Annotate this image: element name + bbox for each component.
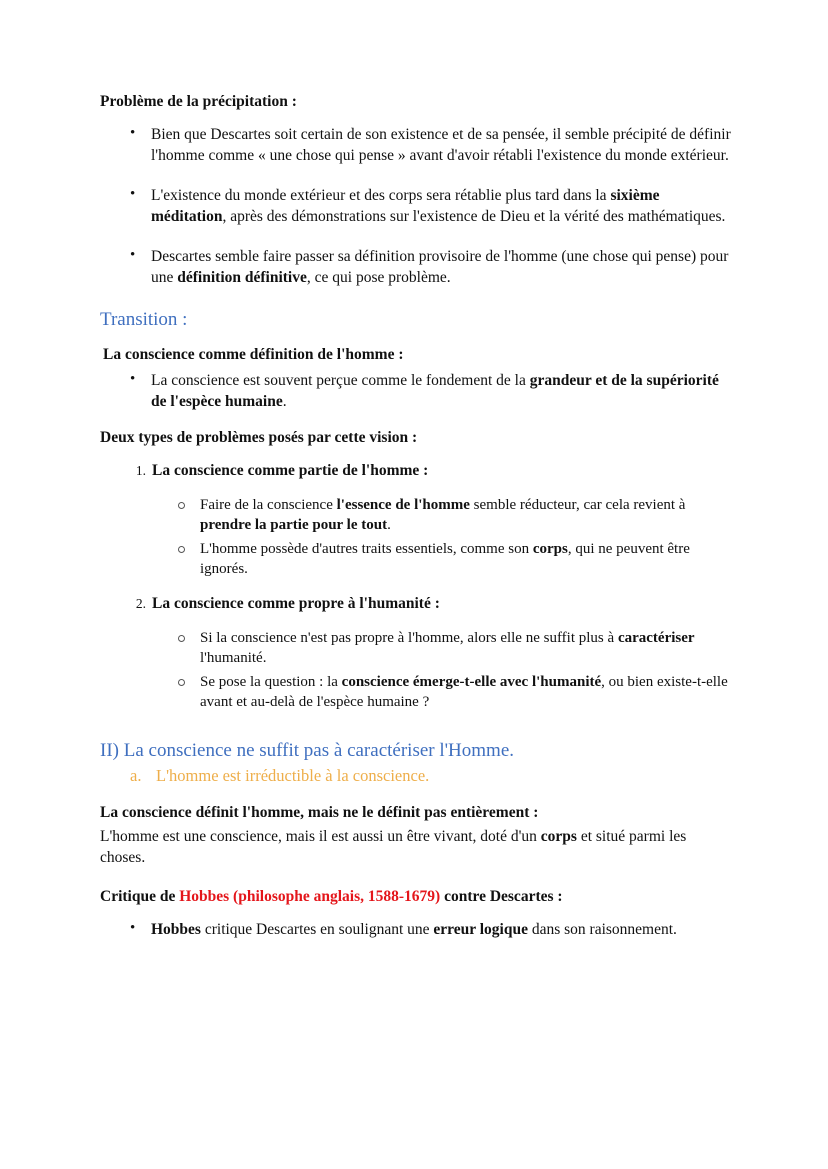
sub-list-item (152, 495, 732, 535)
paragraph-definit-homme (100, 827, 732, 869)
emphasis-text: conscience émerge-t-elle avec l'humanité (341, 674, 602, 691)
emphasis-text: erreur logique (433, 920, 528, 938)
sub-list (152, 628, 732, 712)
emphasis-text: Hobbes (philosophe anglais, 1588-1679) (179, 887, 441, 905)
sub-list-item (152, 539, 732, 579)
spacer (100, 412, 732, 428)
emphasis-text: Hobbes (151, 920, 201, 938)
body-text: L'homme est une conscience, mais il est aussi un être vivant, doté d'un (100, 828, 541, 846)
heading-transition: Transition : (100, 309, 188, 331)
emphasis-text: corps (532, 540, 568, 557)
list-item (100, 370, 732, 412)
sub-alpha-marker: a. (130, 766, 142, 786)
heading-probleme-precipitation: Problème de la précipitation : (100, 93, 297, 110)
numbered-list-item (100, 460, 732, 579)
subheading-part-two-a (100, 765, 732, 786)
body-text: semble réducteur, car cela revient à (469, 496, 686, 513)
list-item-number: 1. (135, 462, 146, 478)
list-item-number: 2. (135, 596, 146, 612)
body-text: l'humanité. (200, 650, 267, 667)
body-text: , après des démonstrations sur l'existence de Dieu et la vérité des mathématiques. (222, 208, 726, 225)
numbered-list-item (100, 593, 732, 712)
sub-list-item (152, 628, 732, 668)
emphasis-text: caractériser (617, 630, 695, 647)
body-text: critique Descartes en soulignant une (200, 920, 434, 938)
body-text: Bien que Descartes soit certain de son existence et de sa pensée, il semble précipité de définir l'homme comme « une chose qui pense » avant d'avoir rétabli l'existence du monde extérieur. (151, 125, 731, 164)
body-text: et situé parmi les choses. (100, 828, 687, 867)
list-conscience-definition-bullets (100, 370, 732, 412)
emphasis-text: prendre la partie pour le tout (200, 516, 388, 533)
sub-list-item (152, 672, 732, 712)
list-deux-types (100, 460, 732, 713)
body-text: Se pose la question : la (200, 674, 342, 691)
body-text: , ce qui pose problème. (306, 269, 451, 287)
body-text: dans son raisonnement. (527, 920, 677, 938)
heading-conscience-definition: La conscience comme définition de l'homme : (103, 345, 404, 363)
emphasis-text: sixième méditation (151, 186, 660, 225)
heading-critique-hobbes (100, 887, 732, 908)
list-item (100, 919, 732, 940)
emphasis-text: l'essence de l'homme (336, 496, 470, 513)
heading-definit-homme: La conscience définit l'homme, mais ne le définit pas entièrement : (100, 803, 539, 821)
numbered-item-label: La conscience comme partie de l'homme : (152, 461, 429, 479)
body-text: Descartes semble faire passer sa définition provisoire de l'homme (une chose qui pense) pour une (151, 248, 729, 287)
list-critique-bullets (100, 919, 732, 940)
body-text: , qui ne peuvent être ignorés. (200, 540, 690, 577)
spacer (100, 787, 732, 803)
body-text: L'existence du monde extérieur et des corps sera rétablie plus tard dans la (151, 186, 611, 204)
emphasis-text: corps (540, 828, 577, 846)
document-body (100, 92, 732, 940)
body-text: . (387, 516, 391, 533)
emphasis-text: grandeur et de la supériorité de l'espèce humaine (151, 371, 719, 410)
list-precipitation-bullets (100, 124, 732, 288)
sub-list (152, 495, 732, 579)
heading-deux-types: Deux types de problèmes posés par cette vision : (100, 428, 418, 446)
body-text: Si la conscience n'est pas propre à l'homme, alors elle ne suffit plus à (200, 630, 618, 647)
emphasis-text: contre Descartes : (440, 887, 563, 905)
body-text: La conscience est souvent perçue comme le fondement de la (151, 371, 530, 389)
spacer (100, 879, 732, 887)
numbered-item-label: La conscience comme propre à l'humanité : (152, 595, 440, 613)
body-text: Faire de la conscience (200, 496, 337, 513)
body-text: , ou bien existe-t-elle avant et au-delà de l'espèce humaine ? (200, 674, 728, 711)
body-text: . (282, 392, 287, 410)
list-item (100, 246, 732, 288)
emphasis-text: définition définitive (177, 269, 307, 287)
body-text: L'homme possède d'autres traits essentiels, comme son (200, 540, 533, 557)
heading-part-two: II) La conscience ne suffit pas à caractériser l'Homme. (100, 739, 515, 761)
list-item (100, 185, 732, 227)
list-item (100, 124, 732, 166)
sub-alpha-label: L'homme est irréductible à la conscience. (156, 766, 430, 786)
emphasis-text: Critique de (100, 887, 180, 905)
